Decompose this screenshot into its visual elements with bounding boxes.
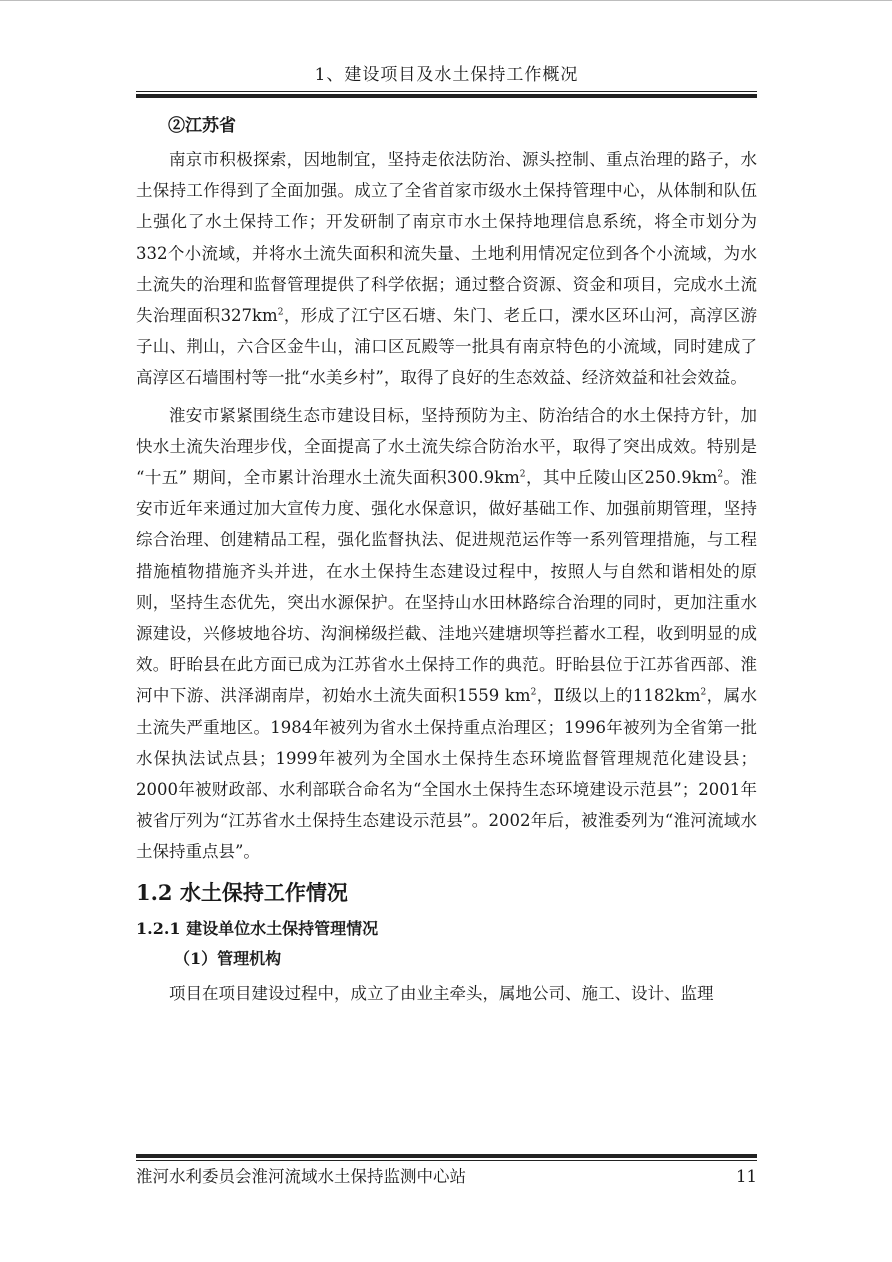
superscript: 2 [277, 307, 284, 318]
page-number: 11 [736, 1167, 757, 1186]
page-top-border [0, 0, 892, 1]
superscript: 2 [700, 687, 707, 698]
superscript: 2 [530, 687, 537, 698]
superscript: 2 [519, 469, 526, 480]
section-heading-1-2: 1.2 水土保持工作情况 [136, 879, 348, 905]
paragraph-management: 项目在项目建设过程中，成立了由业主牵头，属地公司、施工、设计、监理 [169, 983, 714, 1003]
paragraph-nanjing [136, 144, 757, 394]
text-run: 。淮安市近年来通过加大宣传力度、强化水保意识，做好基础工作、加强前期管理，坚持综合治理、创建精品工程，强化监督执法、促进规范运作等一系列管理措施，与工程措施植物措施齐头并进，在水土保持生态建设过程中，按照人与自然和谐相处的原则，坚持生态优先，突出水源保护。在坚持山水田林路综合治理的同时，更加注重水源建设，兴修坡地谷坊、沟涧梯级拦截、洼地兴建塘坝等拦蓄水工程，收到明显的成效。盱眙县在此方面已成为江苏省水土保持工作的典范。盱眙县位于江苏省西部、淮河中下游、洪泽湖南岸，初始水土流失面积1559 km [136, 468, 757, 706]
footer-rule-thick [136, 1154, 757, 1158]
text-run: ，其中丘陵山区250.9km [525, 468, 718, 488]
paragraph-huaian [136, 400, 757, 868]
header-rule-thick [136, 94, 757, 98]
running-header: 1、建设项目及水土保持工作概况 [314, 65, 579, 85]
footer-rule-thin [136, 1160, 757, 1161]
text-run: ，Ⅱ级以上的1182km [536, 686, 701, 706]
footer-organization: 淮河水利委员会淮河流域水土保持监测中心站 [136, 1167, 466, 1186]
text-run: 南京市积极探索，因地制宜，坚持走依法防治、源头控制、重点治理的路子，水土保持工作得到了全面加强。成立了全省首家市级水土保持管理中心，从体制和队伍上强化了水土保持工作；开发研制了南京市水土保持地理信息系统，将全市划分为332个小流域，并将水土流失面积和流失量、土地利用情况定位到各个小流域，为水土流失的治理和监督管理提供了科学依据；通过整合资源、资金和项目，完成水土流失治理面积327km [136, 150, 757, 326]
text-run: ，属水土流失严重地区。1984年被列为省水土保持重点治理区；1996年被列为全省第一批水保执法试点县；1999年被列为全国水土保持生态环境监督管理规范化建设县；2000年被财政部、水利部联合命名为“全国水土保持生态环境建设示范县”；2001年被省厅列为“江苏省水土保持生态建设示范县”。2002年后，被淮委列为“淮河流域水土保持重点县”。 [136, 686, 757, 862]
superscript: 2 [717, 469, 724, 480]
section-heading-1-2-1: 1.2.1 建设单位水土保持管理情况 [136, 918, 379, 938]
item-heading-management: （1）管理机构 [174, 948, 282, 968]
text-run: 淮安市紧紧围绕生态市建设目标，坚持预防为主、防治结合的水土保持方针，加快水土流失治理步伐，全面提高了水土流失综合防治水平，取得了突出成效。特别是 “十五” 期间，全市累计治理水土流失面积300.9km [136, 405, 757, 488]
header-rule-thin [136, 91, 757, 92]
text-run: ，形成了江宁区石塘、朱门、老丘口，溧水区环山河，高淳区游子山、荆山，六合区金牛山，浦口区瓦殿等一批具有南京特色的小流域，同时建成了高淳区石墙围村等一批“水美乡村”，取得了良好的生态效益、经济效益和社会效益。 [136, 306, 757, 388]
subheading-jiangsu: ②江苏省 [168, 116, 236, 136]
page-body [136, 108, 757, 1009]
